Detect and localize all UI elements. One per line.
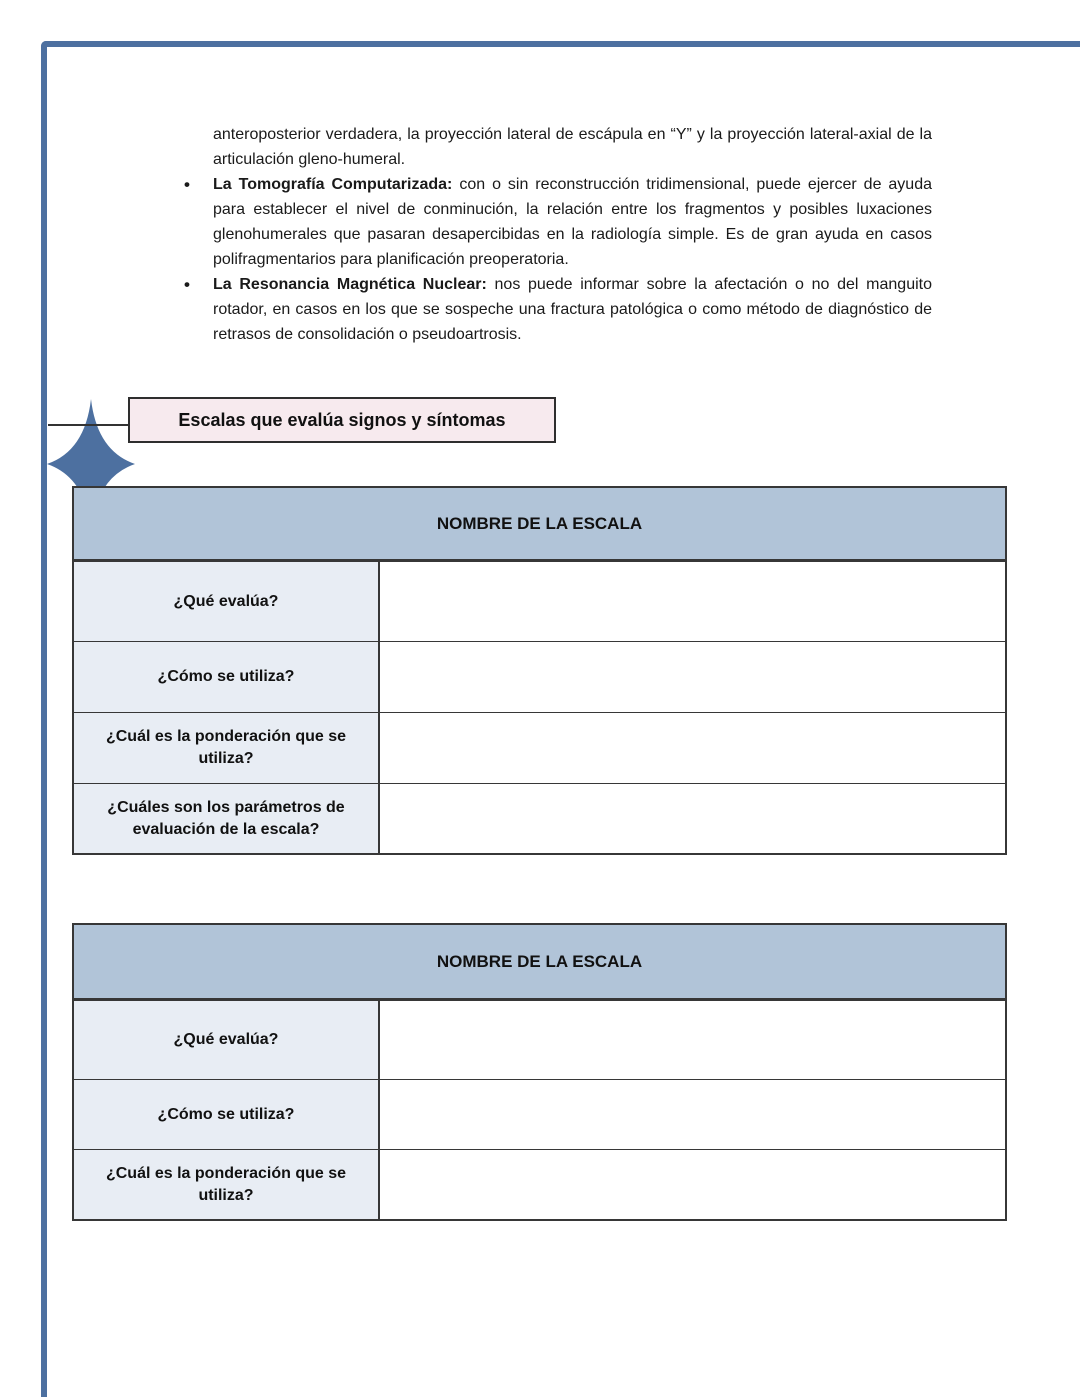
- table-row: [74, 712, 1005, 783]
- row-value-cell: [380, 1080, 1005, 1149]
- table-header: [74, 488, 1005, 561]
- table-row: [74, 561, 1005, 641]
- bullet-lead-bold: La Resonancia Magnética Nuclear:: [213, 276, 487, 293]
- table-row: [74, 1149, 1005, 1219]
- row-label: ¿Qué evalúa?: [74, 562, 380, 641]
- body-paragraph: anteroposterior verdadera, la proyección lateral de escápula en “Y” y la proyección lateral-axial de la articulación gleno-humeral.: [213, 126, 932, 168]
- bullet-list: [213, 172, 932, 347]
- row-label: ¿Cuáles son los parámetros de evaluación de la escala?: [74, 784, 380, 853]
- row-value-cell: [380, 1001, 1005, 1079]
- callout-connector-line: [48, 424, 129, 426]
- table-row: [74, 1079, 1005, 1149]
- row-value-cell: [380, 642, 1005, 712]
- row-label: ¿Cuál es la ponderación que se utiliza?: [74, 713, 380, 783]
- row-label: ¿Cuál es la ponderación que se utiliza?: [74, 1150, 380, 1219]
- row-label: ¿Cómo se utiliza?: [74, 1080, 380, 1149]
- table-row: [74, 783, 1005, 853]
- bullet-text: con o sin reconstrucción tridimensional, puede ejercer de ayuda para establecer el nivel de conminución, la relación entre los fragmentos y posibles luxaciones glenohumerales que pasaran desapercibidas en la radiología simple. Es de gran ayuda en casos polifragmentarios para planificación preoperatoria.: [213, 176, 933, 268]
- row-value-cell: [380, 784, 1005, 853]
- table-header-label: NOMBRE DE LA ESCALA: [436, 513, 643, 533]
- scale-table-1: [72, 486, 1007, 855]
- section-heading-box: [128, 397, 556, 443]
- bullet-item-tomografia: [213, 172, 932, 272]
- row-value-cell: [380, 713, 1005, 783]
- table-header: [74, 925, 1005, 1000]
- body-text-block: [213, 122, 932, 347]
- table-row: [74, 1000, 1005, 1079]
- bullet-item-resonancia: [213, 272, 932, 347]
- row-label: ¿Cómo se utiliza?: [74, 642, 380, 712]
- row-value-cell: [380, 562, 1005, 641]
- scale-table-2: [72, 923, 1007, 1221]
- table-header-label: NOMBRE DE LA ESCALA: [436, 951, 643, 971]
- section-heading: Escalas que evalúa signos y síntomas: [178, 409, 506, 430]
- row-label: ¿Qué evalúa?: [74, 1001, 380, 1079]
- table-row: [74, 641, 1005, 712]
- bullet-text: nos puede informar sobre la afectación o no del manguito rotador, en casos en los que se sospeche una fractura patológica o como método de diagnóstico de retrasos de consolidación o pseudoartrosis.: [213, 276, 932, 343]
- bullet-lead-bold: La Tomografía Computarizada:: [213, 176, 453, 193]
- row-value-cell: [380, 1150, 1005, 1219]
